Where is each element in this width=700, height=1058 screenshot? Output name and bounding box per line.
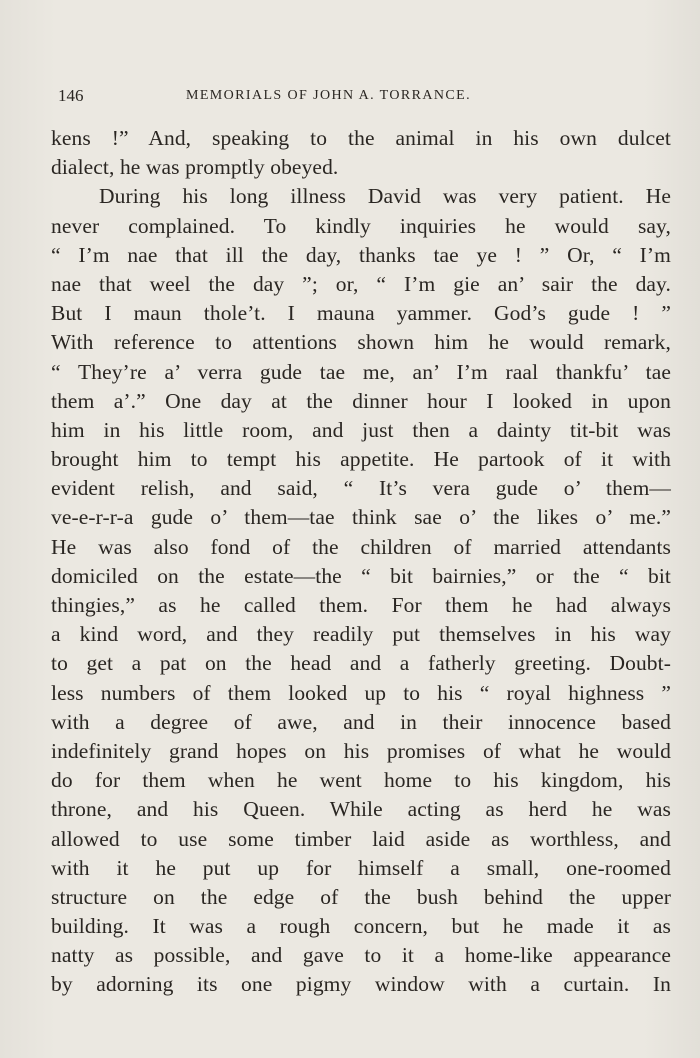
text-line: dialect, he was promptly obeyed.: [51, 155, 339, 180]
text-line: domiciled on the estate—the “ bit bairnies,” or the “ bit: [51, 563, 671, 588]
text-line: allowed to use some timber laid aside as worthless, and: [51, 826, 671, 851]
text-line: With reference to attentions shown him he would remark,: [51, 330, 671, 355]
text-line: throne, and his Queen. While acting as herd he was: [51, 797, 671, 822]
text-line: do for them when he went home to his kingdom, his: [51, 768, 671, 793]
running-title: MEMORIALS OF JOHN A. TORRANCE.: [186, 88, 471, 103]
text-line: ve-e-r-r-a gude o’ them—tae think sae o’ the likes o’ me.”: [51, 505, 671, 530]
text-line: evident relish, and said, “ It’s vera gude o’ them—: [51, 476, 671, 501]
text-line: less numbers of them looked up to his “ royal highness ”: [51, 680, 671, 705]
text-line: structure on the edge of the bush behind the upper: [51, 884, 671, 909]
text-line: brought him to tempt his appetite. He partook of it with: [51, 447, 671, 472]
text-line: indefinitely grand hopes on his promises of what he would: [51, 738, 671, 763]
text-line: never complained. To kindly inquiries he would say,: [51, 213, 671, 238]
text-line: thingies,” as he called them. For them he had always: [51, 593, 671, 617]
text-line: “ I’m nae that ill the day, thanks tae ye ! ” Or, “ I’m: [51, 242, 671, 267]
text-line: During his long illness David was very patient. He: [99, 184, 671, 209]
text-line: nae that weel the day ”; or, “ I’m gie an’ sair the day.: [51, 271, 671, 296]
text-line: natty as possible, and gave to it a home-like appearance: [51, 943, 671, 968]
page-number: 146: [58, 86, 84, 105]
text-line: a kind word, and they readily put themselves in his way: [51, 622, 671, 647]
text-line: “ They’re a’ verra gude tae me, an’ I’m raal thankfu’ tae: [51, 359, 671, 384]
text-line: him in his little room, and just then a dainty tit-bit was: [51, 417, 671, 442]
text-line: to get a pat on the head and a fatherly greeting. Doubt-: [51, 651, 671, 676]
text-line: He was also fond of the children of married attendants: [51, 534, 671, 559]
text-line: with a degree of awe, and in their innocence based: [51, 709, 671, 734]
running-head: [58, 86, 668, 110]
text-line: building. It was a rough concern, but he made it as: [51, 914, 671, 939]
text-line: kens !” And, speaking to the animal in his own dulcet: [51, 126, 671, 150]
text-line: with it he put up for himself a small, one-roomed: [51, 855, 671, 880]
text-line: them a’.” One day at the dinner hour I looked in upon: [51, 388, 671, 413]
body-text: [51, 124, 671, 1000]
text-line: by adorning its one pigmy window with a curtain. In: [51, 972, 671, 997]
text-line: But I maun thole’t. I mauna yammer. God’s gude ! ”: [51, 301, 671, 326]
